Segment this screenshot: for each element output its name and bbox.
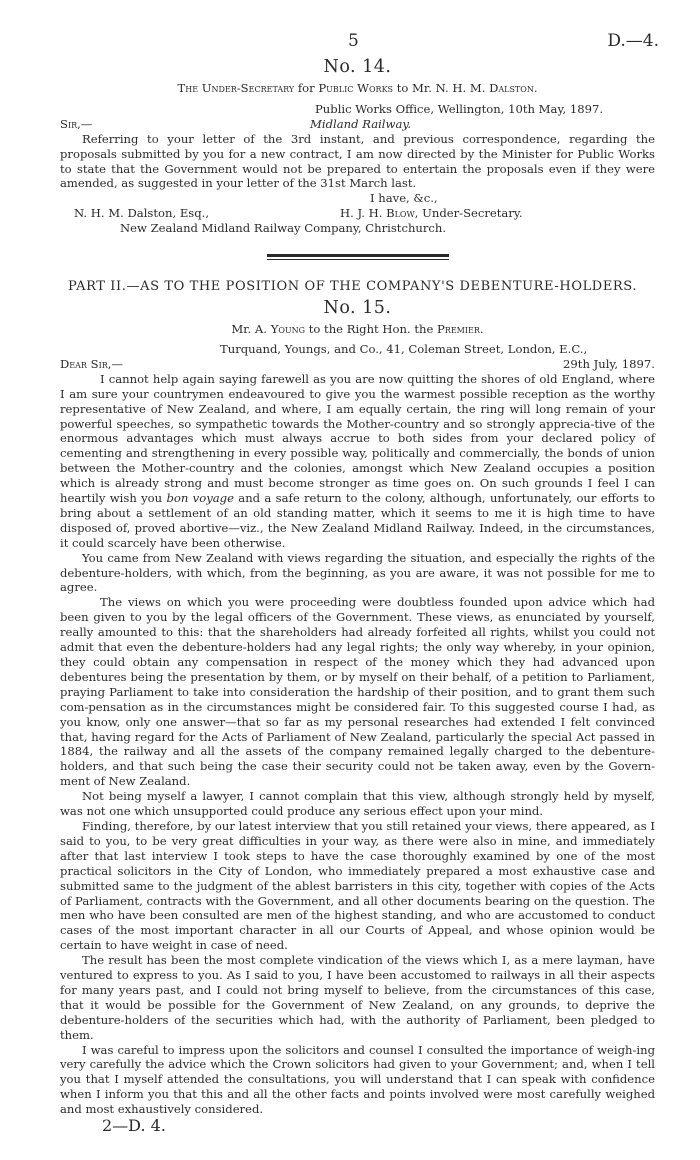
sender-address: Public Works Office, Wellington, 10th May, 1897. [315, 101, 604, 116]
divider-thick-rule [267, 254, 449, 257]
subject-line: Midland Railway. [310, 116, 412, 131]
salutation-line [60, 357, 655, 372]
document-code: D.—4. [607, 31, 659, 51]
letter-date: 29th July, 1897. [563, 356, 655, 371]
letter-title: The Under-Secretary for Public Works to Mr. N. H. M. Dalston. [177, 80, 538, 95]
part-heading: PART II.—AS TO THE POSITION OF THE COMPANY'S DEBENTURE-HOLDERS. [68, 279, 638, 295]
page-header [60, 31, 659, 56]
sender-address: Turquand, Youngs, and Co., 41, Coleman Street, London, E.C., [220, 341, 588, 356]
salutation: Dear Sir,— [60, 356, 124, 371]
paragraph-4: Not being myself a lawyer, I cannot complain that this view, although strongly held by myself, was not one which unsupported could produce any serious effect upon your mind. [60, 789, 655, 819]
paragraph-5: Finding, therefore, by our latest interview that you still retained your views, there appeared, as I said to you, to be very great difficulties in your way, as there were also in mine, and immediately after that last interview I took steps to have the case thoroughly examined by one of the most practical solicitors in the City of London, who immediately prepared a most exhaustive case and submitted same to the judgment of the ablest barristers in this city, together with copies of the Acts of Parliament, contracts with the Government, and all other documents bearing on the question. The men who have been consulted are men of the highest standing, and who are accustomed to conduct cases of the most important character in all our Courts of Appeal, and whose opinion would be certain to have weight in case of need. [60, 818, 655, 953]
letter-number: No. 14. [323, 57, 392, 77]
signature-mark: 2—D. 4. [102, 1116, 166, 1136]
page-number: 5 [348, 31, 359, 51]
section-divider [267, 254, 449, 260]
paragraph-3: The views on which you were proceeding were doubtless founded upon advice which had been given to you by the legal officers of the Government. These views, as enunciated by yourself, really amounted to this: that the shareholders had already forfeited all rights, whilst you could not admit that even the debenture-holders had any legal rights; the only way whereby, in your opinion, they could obtain any compensation in respect of the money which they had advanced upon debentures being the presentation by them, or by myself on their behalf, of a petition to Parliament, praying Parliament to take into consideration the hardship of their position, and to grant them such com-pensation as in the circumstances might be considered fair. To this suggested course I had, as you know, only one answer—that so far as my personal researches had extended I felt convinced that, having regard for the Acts of Parliament of New Zealand, particularly the special Act passed in 1884, the railway and all the assets of the company remained legally charged to the debenture-holders, and that such being the case their security could not be taken away, even by the Govern-ment of New Zealand. [60, 595, 655, 789]
salutation-line [60, 117, 655, 132]
recipient-name: N. H. M. Dalston, Esq., [74, 206, 210, 221]
letter-15 [60, 298, 655, 1117]
letter-title: Mr. A. Young to the Right Hon. the Premier. [231, 321, 484, 336]
document-page [60, 31, 659, 1136]
letter-body: Referring to your letter of the 3rd instant, and previous correspondence, regarding the proposals submitted by you for a new contract, I am now directed by the Minister for Public Works to state that the Government would not be prepared to entertain the proposals even if they were amended, as suggested in your letter of the 31st March last. [60, 131, 655, 191]
signatory: H. J. H. Blow, Under-Secretary. [340, 206, 523, 221]
recipient-company: New Zealand Midland Railway Company, Christchurch. [120, 221, 447, 236]
paragraph-1: I cannot help again saying farewell as you are now quitting the shores of old England, where I am sure your countrymen endeavoured to give you the warmest possible reception as the worthy representative of New Zealand, and where, I am equally certain, the ring will long remain of your powerful speeches, so sympathetic towards the Mother-country and so strongly apprecia-tive of the enormous advantages which must always accrue to both sides from your declared policy of cementing and strengthening in every possible way, politically and commercially, the bonds of union between the Mother-country and the colonies, amongst which New Zealand occupies a position which is already strong and must become stronger as time goes on. On such grounds I feel I can heartily wish you bon voyage and a safe return to the colony, although, unfortunately, our efforts to bring about a settlement of an old standing matter, which it seems to me it is high time to have disposed of, proved abortive—viz., the New Zealand Midland Railway. Indeed, in the circumstances, it could scarcely have been otherwise. [60, 371, 655, 550]
salutation: Sir,— [60, 116, 93, 131]
divider-thin-rule [267, 259, 449, 260]
closing: I have, &c., [370, 191, 438, 206]
signature-row [60, 206, 655, 221]
paragraph-2: You came from New Zealand with views regarding the situation, and especially the rights of the debenture-holders, with which, from the beginning, as you are aware, it was not possible for me to agree. [60, 550, 655, 595]
letter-14 [60, 57, 655, 236]
paragraph-7: I was careful to impress upon the solicitors and counsel I consulted the importance of weigh-ing very carefully the advice which the Crown solicitors had given to your Government; and, when I tell you that I myself attended the consultations, you will understand that I can speak with confidence when I inform you that this and all the other facts and points involved were most carefully weighed and most exhaustively considered. [60, 1042, 655, 1117]
letter-number: No. 15. [323, 298, 392, 319]
paragraph-6: The result has been the most complete vindication of the views which I, as a mere layman, have ventured to express to you. As I said to you, I have been accustomed to railways in all their aspects for many years past, and I could not bring myself to believe, from the circumstances of this case, that it would be possible for the Government of New Zealand, on any grounds, to deprive the debenture-holders of the securities which had, with the authority of Parliament, been pledged to them. [60, 953, 655, 1042]
